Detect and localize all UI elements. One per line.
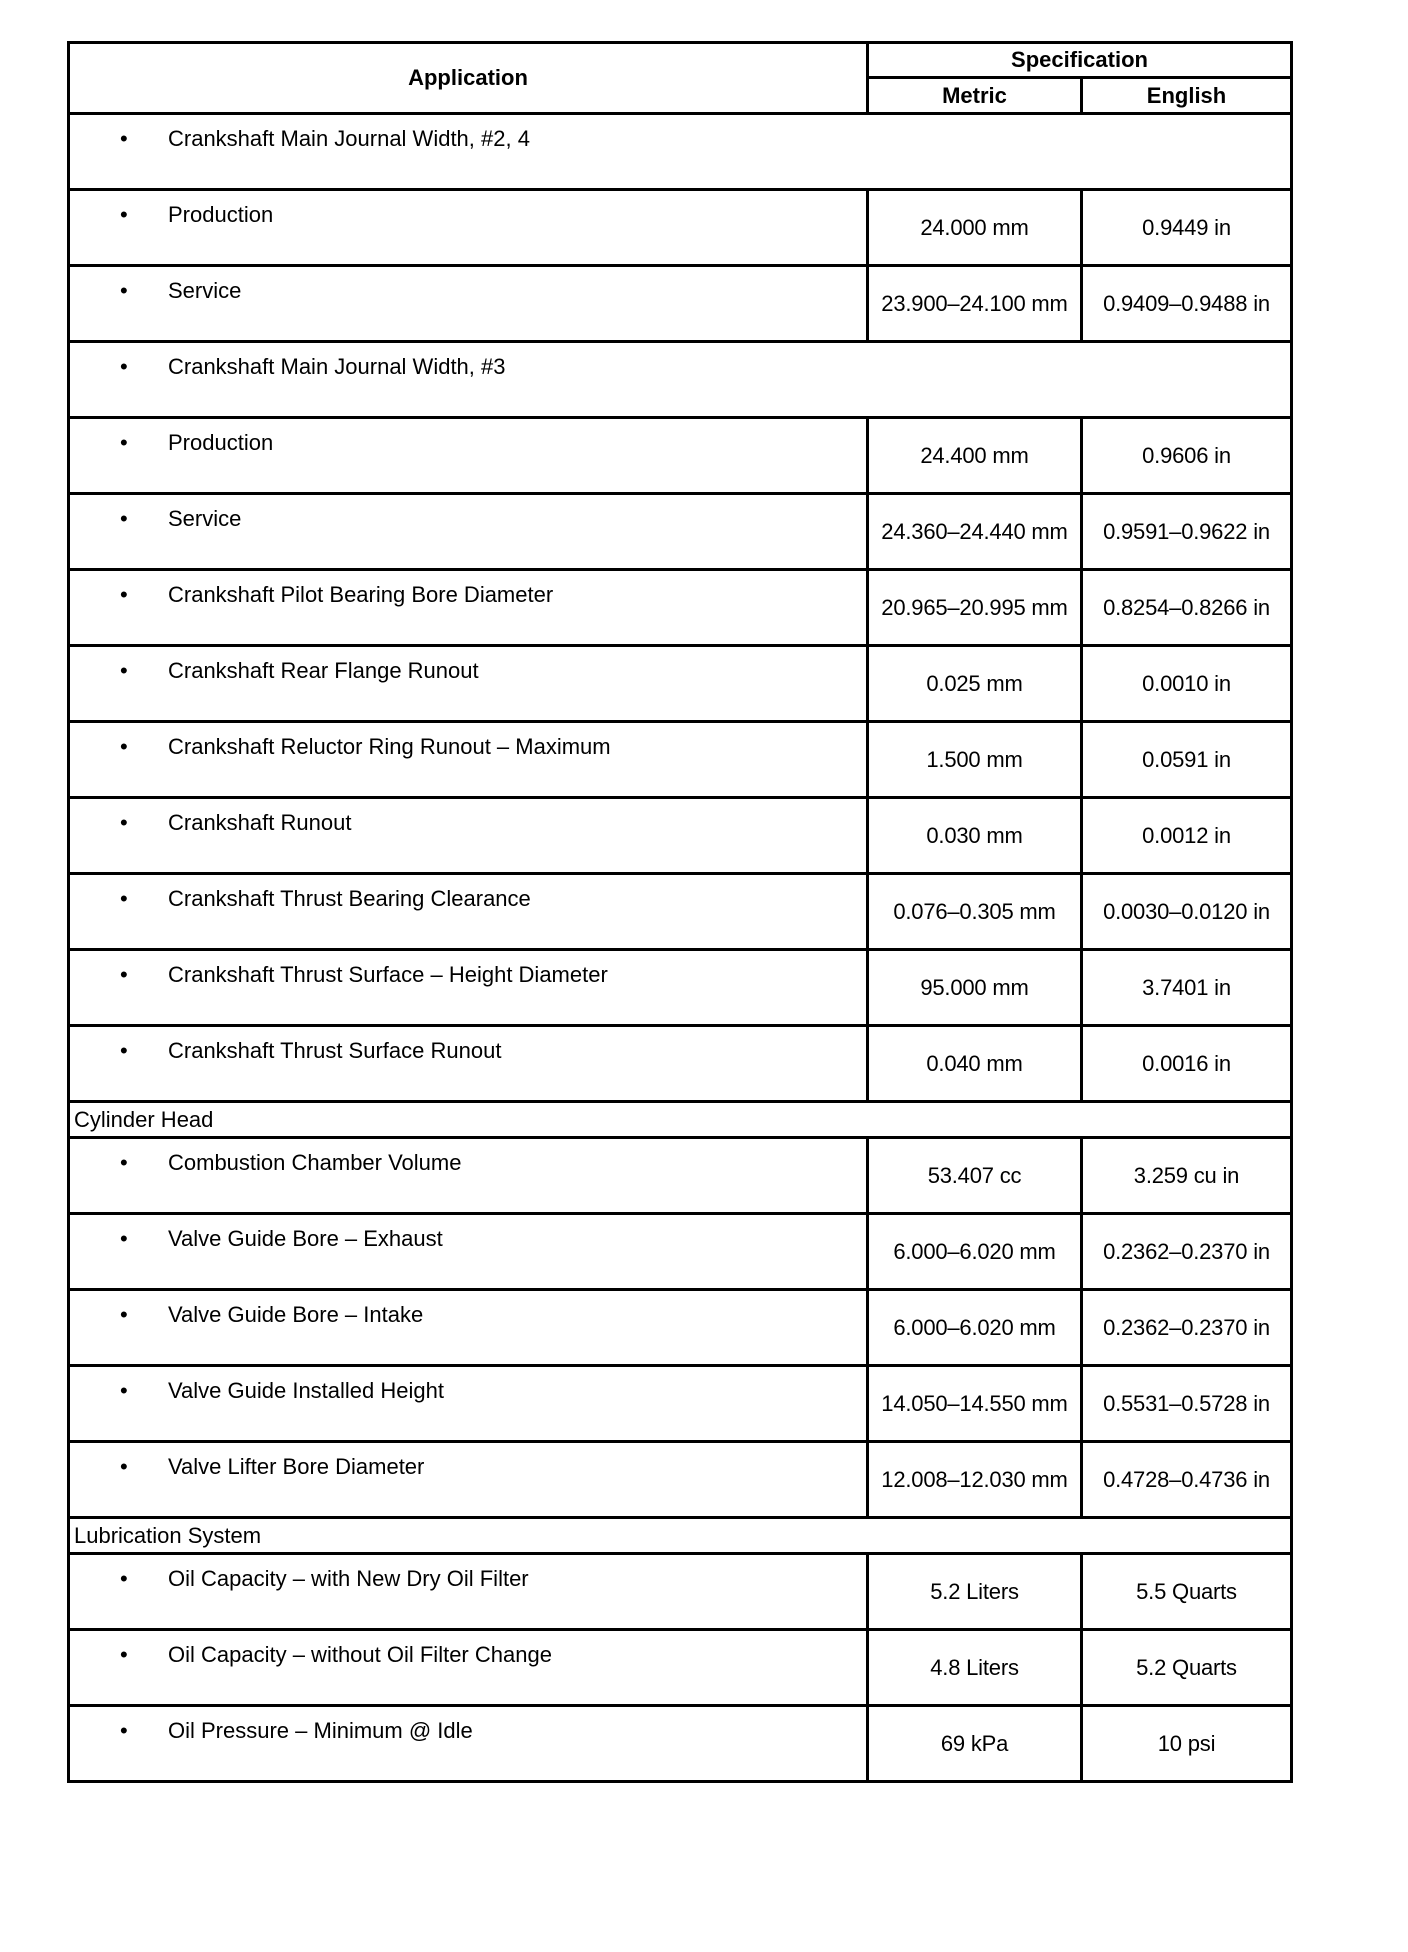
table-row <box>69 1138 1292 1214</box>
application-cell <box>69 1290 868 1366</box>
application-label: Crankshaft Pilot Bearing Bore Diameter <box>168 582 554 607</box>
english-value: 0.9409–0.9488 in <box>1082 266 1292 342</box>
application-label: Oil Pressure – Minimum @ Idle <box>168 1718 473 1743</box>
section-label: Lubrication System <box>69 1518 1292 1554</box>
english-value: 0.8254–0.8266 in <box>1082 570 1292 646</box>
table-row <box>69 494 1292 570</box>
application-label: Valve Lifter Bore Diameter <box>168 1454 425 1479</box>
application-cell <box>69 1630 868 1706</box>
bullet-icon: • <box>120 962 128 987</box>
metric-value: 53.407 cc <box>868 1138 1082 1214</box>
english-value: 0.5531–0.5728 in <box>1082 1366 1292 1442</box>
application-cell <box>69 114 1292 190</box>
metric-value: 23.900–24.100 mm <box>868 266 1082 342</box>
application-label: Crankshaft Main Journal Width, #2, 4 <box>168 126 530 151</box>
application-label: Valve Guide Installed Height <box>168 1378 444 1403</box>
application-header: Application <box>69 43 868 114</box>
application-cell <box>69 1138 868 1214</box>
application-label: Service <box>168 278 242 303</box>
english-value: 0.4728–0.4736 in <box>1082 1442 1292 1518</box>
table-row <box>69 1442 1292 1518</box>
english-value: 3.259 cu in <box>1082 1138 1292 1214</box>
bullet-icon: • <box>120 202 128 227</box>
table-row <box>69 1366 1292 1442</box>
english-value: 0.0012 in <box>1082 798 1292 874</box>
metric-value: 24.360–24.440 mm <box>868 494 1082 570</box>
application-cell <box>69 722 868 798</box>
english-value: 5.2 Quarts <box>1082 1630 1292 1706</box>
group-row <box>69 114 1292 190</box>
metric-value: 0.076–0.305 mm <box>868 874 1082 950</box>
bullet-icon: • <box>120 506 128 531</box>
application-label: Crankshaft Thrust Bearing Clearance <box>168 886 531 911</box>
bullet-icon: • <box>120 582 128 607</box>
application-cell <box>69 646 868 722</box>
application-label: Crankshaft Thrust Surface – Height Diameter <box>168 962 608 987</box>
section-label: Cylinder Head <box>69 1102 1292 1138</box>
bullet-icon: • <box>120 278 128 303</box>
english-value: 0.9606 in <box>1082 418 1292 494</box>
bullet-icon: • <box>120 1718 128 1743</box>
application-cell <box>69 1706 868 1782</box>
bullet-icon: • <box>120 430 128 455</box>
application-cell <box>69 1026 868 1102</box>
table-row <box>69 1026 1292 1102</box>
english-header: English <box>1082 78 1292 114</box>
application-label: Crankshaft Runout <box>168 810 352 835</box>
table-row <box>69 1554 1292 1630</box>
table-row <box>69 950 1292 1026</box>
english-value: 0.0010 in <box>1082 646 1292 722</box>
bullet-icon: • <box>120 1226 128 1251</box>
application-label: Crankshaft Main Journal Width, #3 <box>168 354 506 379</box>
english-value: 0.0591 in <box>1082 722 1292 798</box>
table-row <box>69 1214 1292 1290</box>
metric-value: 0.030 mm <box>868 798 1082 874</box>
bullet-icon: • <box>120 1642 128 1667</box>
application-cell <box>69 874 868 950</box>
metric-value: 14.050–14.550 mm <box>868 1366 1082 1442</box>
english-value: 0.9449 in <box>1082 190 1292 266</box>
application-cell <box>69 494 868 570</box>
section-row <box>69 1518 1292 1554</box>
group-row <box>69 342 1292 418</box>
metric-value: 24.000 mm <box>868 190 1082 266</box>
english-value: 3.7401 in <box>1082 950 1292 1026</box>
application-cell <box>69 266 868 342</box>
bullet-icon: • <box>120 126 128 151</box>
section-row <box>69 1102 1292 1138</box>
english-value: 0.2362–0.2370 in <box>1082 1214 1292 1290</box>
table-row <box>69 570 1292 646</box>
bullet-icon: • <box>120 658 128 683</box>
metric-value: 4.8 Liters <box>868 1630 1082 1706</box>
english-value: 0.9591–0.9622 in <box>1082 494 1292 570</box>
table-row <box>69 190 1292 266</box>
bullet-icon: • <box>120 1454 128 1479</box>
application-label: Crankshaft Rear Flange Runout <box>168 658 479 683</box>
metric-value: 24.400 mm <box>868 418 1082 494</box>
application-cell <box>69 342 1292 418</box>
bullet-icon: • <box>120 354 128 379</box>
application-cell <box>69 1554 868 1630</box>
table-row <box>69 646 1292 722</box>
table-row <box>69 798 1292 874</box>
metric-value: 6.000–6.020 mm <box>868 1214 1082 1290</box>
metric-value: 0.040 mm <box>868 1026 1082 1102</box>
application-label: Oil Capacity – without Oil Filter Change <box>168 1642 552 1667</box>
application-cell <box>69 798 868 874</box>
table-row <box>69 874 1292 950</box>
application-label: Crankshaft Thrust Surface Runout <box>168 1038 502 1063</box>
metric-value: 1.500 mm <box>868 722 1082 798</box>
metric-value: 95.000 mm <box>868 950 1082 1026</box>
application-label: Valve Guide Bore – Exhaust <box>168 1226 443 1251</box>
metric-value: 69 kPa <box>868 1706 1082 1782</box>
application-label: Production <box>168 430 274 455</box>
application-cell <box>69 190 868 266</box>
bullet-icon: • <box>120 1566 128 1591</box>
english-value: 10 psi <box>1082 1706 1292 1782</box>
application-label: Crankshaft Reluctor Ring Runout – Maximum <box>168 734 611 759</box>
table-row <box>69 266 1292 342</box>
application-cell <box>69 1366 868 1442</box>
metric-value: 12.008–12.030 mm <box>868 1442 1082 1518</box>
table-row <box>69 1706 1292 1782</box>
specification-table <box>67 41 1293 1783</box>
english-value: 0.0016 in <box>1082 1026 1292 1102</box>
metric-value: 5.2 Liters <box>868 1554 1082 1630</box>
application-label: Oil Capacity – with New Dry Oil Filter <box>168 1566 529 1591</box>
english-value: 5.5 Quarts <box>1082 1554 1292 1630</box>
table-row <box>69 722 1292 798</box>
application-label: Production <box>168 202 274 227</box>
application-label: Service <box>168 506 242 531</box>
english-value: 0.2362–0.2370 in <box>1082 1290 1292 1366</box>
application-label: Combustion Chamber Volume <box>168 1150 462 1175</box>
metric-value: 20.965–20.995 mm <box>868 570 1082 646</box>
metric-value: 6.000–6.020 mm <box>868 1290 1082 1366</box>
specification-header: Specification <box>868 43 1292 78</box>
table-row <box>69 1290 1292 1366</box>
application-cell <box>69 950 868 1026</box>
application-cell <box>69 1214 868 1290</box>
metric-header: Metric <box>868 78 1082 114</box>
english-value: 0.0030–0.0120 in <box>1082 874 1292 950</box>
table-row <box>69 1630 1292 1706</box>
table-row <box>69 418 1292 494</box>
table-header <box>69 43 1292 114</box>
bullet-icon: • <box>120 1378 128 1403</box>
bullet-icon: • <box>120 1038 128 1063</box>
table-body <box>69 114 1292 1782</box>
application-cell <box>69 1442 868 1518</box>
bullet-icon: • <box>120 810 128 835</box>
bullet-icon: • <box>120 734 128 759</box>
application-cell <box>69 418 868 494</box>
metric-value: 0.025 mm <box>868 646 1082 722</box>
application-label: Valve Guide Bore – Intake <box>168 1302 424 1327</box>
bullet-icon: • <box>120 886 128 911</box>
bullet-icon: • <box>120 1150 128 1175</box>
bullet-icon: • <box>120 1302 128 1327</box>
application-cell <box>69 570 868 646</box>
